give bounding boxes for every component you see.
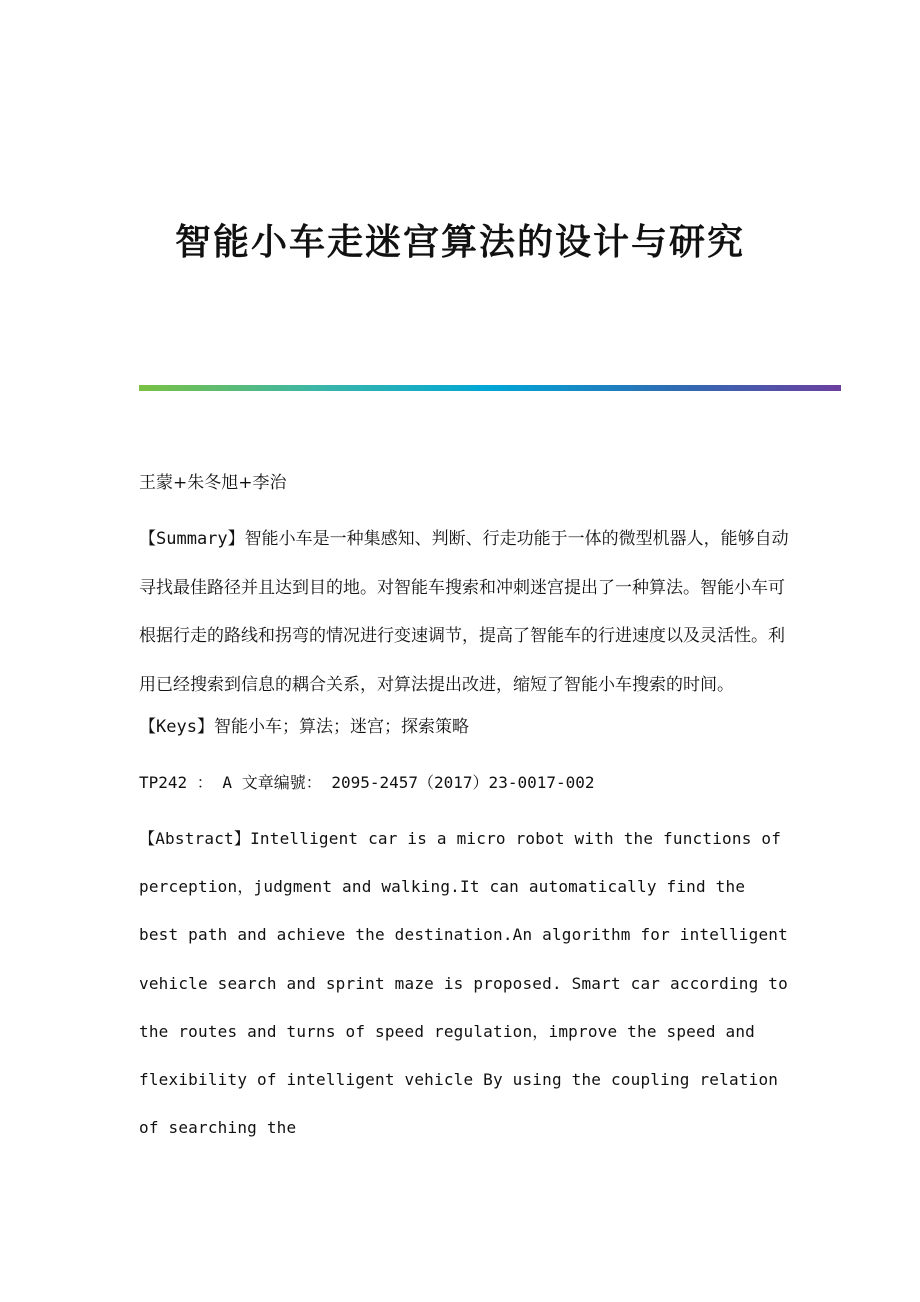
paper-body [139,465,789,1164]
classification-line: TP242 ： A 文章编號： 2095-2457（2017）23-0017-002 [139,773,595,792]
summary-tag: 【Summary】 [139,529,245,549]
summary-paragraph [139,515,789,709]
keywords-paragraph [139,709,789,745]
abstract-tag: 【Abstract】 [139,829,251,848]
keys-text: 智能小车；算法；迷宫；探索策略 [213,717,469,737]
keys-tag: 【Keys】 [139,717,214,737]
title-divider [139,385,841,391]
abstract-paragraph [139,815,789,1152]
summary-text: 智能小车是一种集感知、判断、行走功能于一体的微型机器人，能够自动寻找最佳路径并且达到目的地。对智能车搜索和冲刺迷宫提出了一种算法。智能小车可根据行走的路线和拐弯的情况进行变速调节，提高了智能车的行进速度以及灵活性。利用已经搜索到信息的耦合关系，对算法提出改进，缩短了智能小车搜索的时间。 [139,529,789,695]
abstract-text: Intelligent car is a micro robot with the functions of perception，judgment and walking.It can automatically find the best path and achieve the destination.An algorithm for intelligent vehicle search and sprint maze is proposed. Smart car according to the routes and turns of speed regulation，improve the speed and flexibility of intelligent vehicle By using the coupling relation of searching the [139,829,788,1138]
paper-title: 智能小车走迷宫算法的设计与研究 [174,221,745,263]
authors: 王蒙+朱冬旭+李治 [139,473,287,493]
